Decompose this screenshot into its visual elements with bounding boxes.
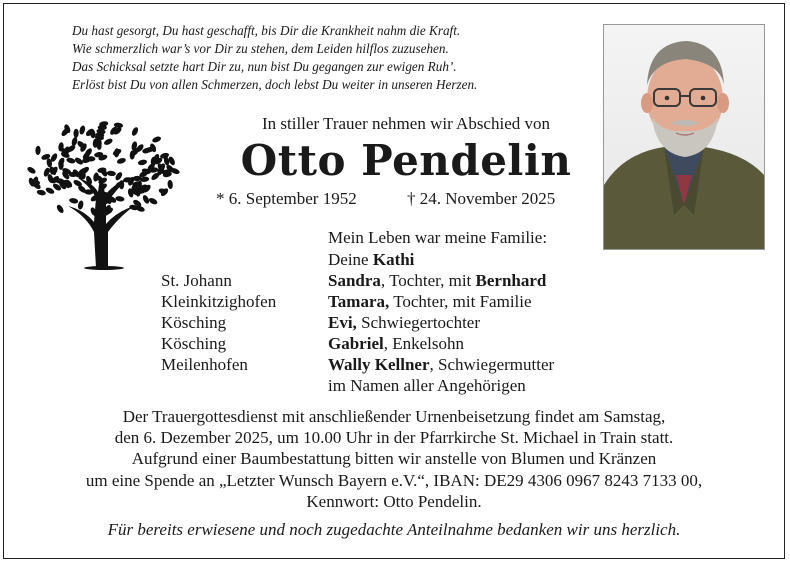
leaf (114, 171, 123, 182)
poem-line: Das Schicksal setzte hart Dir zu, nun bist Du gegangen zur ewigen Ruh’. (72, 59, 457, 74)
leaf (115, 196, 125, 203)
family-member (328, 334, 464, 354)
leaf (45, 186, 56, 195)
member-relation: , Schwiegermutter (429, 355, 555, 374)
member-name: Tamara, (328, 292, 390, 311)
place-name: Kleinkitzighofen (161, 292, 277, 311)
poem-line: Du hast gesorgt, Du hast geschafft, bis Dir die Krankheit nahm die Kraft. (72, 23, 461, 38)
place-name: Kösching (161, 334, 227, 353)
family-member (328, 313, 480, 333)
leaf (35, 146, 41, 155)
member-name: Sandra (328, 271, 381, 290)
leaf (151, 135, 161, 143)
place-name: St. Johann (161, 271, 232, 290)
leaf (71, 136, 79, 146)
member-name: Kathi (372, 250, 415, 269)
birth-date: * 6. September 1952 (216, 189, 357, 208)
leaf (79, 125, 86, 135)
member-relation: , Enkelsohn (383, 334, 464, 353)
family-intro: Mein Leben war meine Familie: (328, 228, 548, 247)
thanks-line: Für bereits erwiesene und noch zugedachte Anteilnahme bedanken wir uns herzlich. (107, 520, 681, 539)
service-line: Kennwort: Otto Pendelin. (306, 491, 482, 511)
member-relation: Schwiegertochter (356, 313, 481, 332)
service-line: Aufgrund einer Baumbestattung bitten wir anstelle von Blumen und Kränzen (131, 449, 657, 469)
family-member (328, 271, 546, 291)
service-info (20, 406, 768, 512)
family-member (328, 292, 532, 312)
poem-line: Wie schmerzlich war’s vor Dir zu stehen, dem Leiden hilflos zuzusehen. (72, 41, 449, 56)
member-name: Wally Kellner (328, 355, 430, 374)
family-closing: im Namen aller Angehörigen (328, 376, 526, 395)
leaf (69, 197, 79, 204)
leaf (66, 157, 76, 164)
place-name: Meilenhofen (161, 355, 248, 374)
deceased-name: Otto Pendelin (240, 136, 572, 185)
tree-of-life-icon (24, 120, 180, 270)
member-relation: Tochter, mit Familie (389, 292, 532, 311)
intro-line: In stiller Trauer nehmen wir Abschied von (261, 114, 550, 133)
leaf (36, 189, 46, 196)
leaf (131, 126, 140, 137)
service-line: Der Trauergottesdienst mit anschließender Urnenbeisetzung findet am Samstag, (122, 407, 666, 426)
portrait-photo (603, 24, 765, 250)
leaf (103, 137, 114, 146)
member-name: Bernhard (475, 271, 547, 290)
leaf (106, 170, 116, 176)
service-line: den 6. Dezember 2025, um 10.00 Uhr in der Pfarrkirche St. Michael in Train statt. (114, 428, 674, 448)
family-member (328, 355, 554, 375)
member-relation: , Tochter, mit (380, 271, 476, 290)
member-prefix: Deine (328, 250, 373, 269)
service-line: um eine Spende an „Letzter Wunsch Bayern e.V.“, IBAN: DE29 4306 0967 8243 7133 00, (85, 470, 703, 490)
poem-line: Erlöst bist Du von allen Schmerzen, doch lebst Du weiter in unseren Herzen. (72, 77, 478, 92)
leaf (26, 166, 37, 175)
poem (72, 22, 592, 94)
family-member (328, 250, 414, 270)
leaf (55, 204, 64, 215)
death-date: † 24. November 2025 (407, 189, 556, 208)
place-name: Kösching (161, 313, 227, 332)
leaf (77, 200, 84, 210)
leaf (73, 129, 79, 138)
leaf (148, 197, 159, 206)
leaf (116, 157, 126, 165)
leaf (167, 180, 173, 190)
member-name: Gabriel (328, 334, 384, 353)
member-name: Evi, (328, 313, 357, 332)
leaf (137, 159, 147, 166)
